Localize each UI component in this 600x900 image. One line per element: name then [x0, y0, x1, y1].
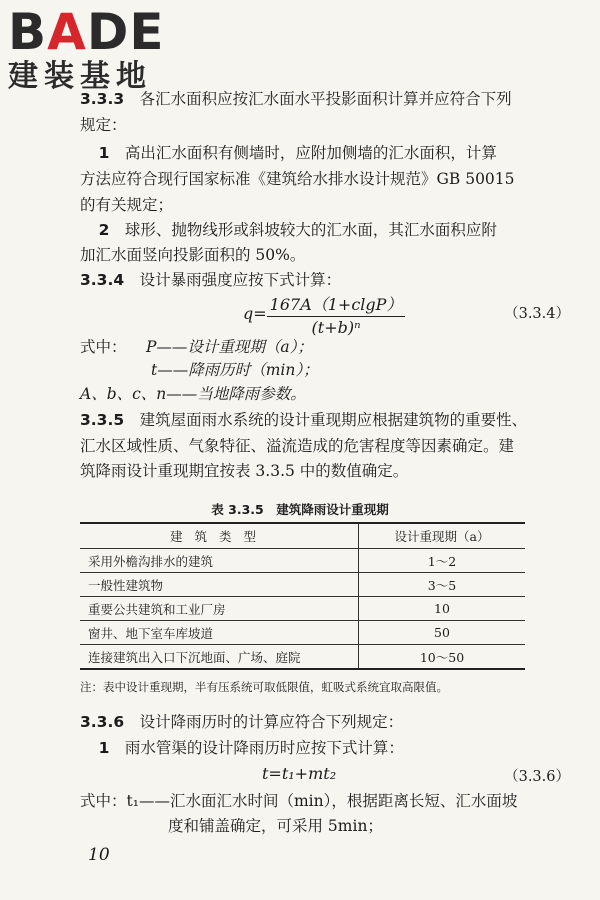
formula-3-3-4: q= $\frac{167A(1+clgP)}{\text{(t+b)ⁿ}}$	[243, 292, 405, 337]
table-cell: 10～50	[359, 645, 526, 670]
table-cell: 窗井、地下室车库坡道	[80, 621, 359, 645]
where-label-1: 式中：	[80, 338, 127, 356]
clause-3-3-4: 3.3.4 设计暴雨强度应按下式计算：	[80, 271, 342, 289]
logo-brand: BADE	[8, 3, 165, 61]
clause-3-3-3-line-1: 3.3.3 各汇水面积应按汇水面水平投影面积计算并应符合下列	[80, 90, 512, 108]
table-cell: 50	[359, 621, 526, 645]
equation-number-3-3-6: （3.3.6）	[504, 769, 570, 785]
clause-3-3-3-line-2: 规定：	[80, 116, 127, 134]
page-number: 10	[88, 845, 110, 865]
table-caption: 表 3.3.5 建筑降雨设计重现期	[211, 502, 389, 517]
equation-number-3-3-4: （3.3.4）	[504, 306, 570, 322]
table-cell: 3～5	[359, 573, 526, 597]
table-row	[80, 645, 525, 670]
table-cell: 重要公共建筑和工业厂房	[80, 597, 359, 621]
table-cell: 一般性建筑物	[80, 573, 359, 597]
table-cell: 连接建筑出入口下沉地面、广场、庭院	[80, 645, 359, 670]
item-1-line-1: 1 高出汇水面积有侧墙时，应附加侧墙的汇水面积，计算	[98, 144, 497, 162]
table-row	[80, 549, 525, 573]
table-row	[80, 621, 525, 645]
formula-3-3-6: t=t₁+mt₂	[262, 764, 337, 783]
definition-t1-line-2: 度和铺盖确定，可采用 5min；	[168, 817, 383, 835]
table-note: 注：表中设计重现期，半有压系统可取低限值，虹吸式系统宜取高限值。	[80, 680, 448, 694]
table-header-row	[80, 523, 525, 549]
table-cell: 采用外檐沟排水的建筑	[80, 549, 359, 573]
table-row	[80, 597, 525, 621]
column-header-building-type: 建筑类型	[80, 523, 359, 549]
table-row	[80, 573, 525, 597]
item-2-line-1: 2 球形、抛物线形或斜坡较大的汇水面，其汇水面积应附	[98, 221, 497, 239]
definition-P: P——设计重现期（a）；	[146, 338, 313, 356]
logo	[8, 3, 165, 94]
item-1-line-2: 方法应符合现行国家标准《建筑给水排水设计规范》GB 50015	[80, 170, 515, 188]
definition-t1-line-1: 式中：t₁——汇水面汇水时间（min），根据距离长短、汇水面坡	[80, 792, 518, 810]
definition-parameters: A、b、c、n——当地降雨参数。	[80, 385, 306, 403]
item-1-line-3: 的有关规定；	[80, 196, 174, 214]
column-header-return-period: 设计重现期（a）	[359, 523, 526, 549]
design-return-period-table	[80, 522, 525, 670]
item-3-3-6-1: 1 雨水管渠的设计降雨历时应按下式计算：	[98, 739, 404, 757]
definition-t: t——降雨历时（min）；	[151, 361, 319, 379]
logo-subtitle: 建装基地	[8, 59, 152, 94]
item-2-line-2: 加汇水面竖向投影面积的 50%。	[80, 246, 306, 264]
clause-3-3-5-line-3: 筑降雨设计重现期宜按表 3.3.5 中的数值确定。	[80, 462, 409, 480]
table-cell: 1～2	[359, 549, 526, 573]
table-cell: 10	[359, 597, 526, 621]
clause-3-3-5-line-2: 汇水区域性质、气象特征、溢流造成的危害程度等因素确定。建	[80, 437, 515, 455]
clause-3-3-5-line-1: 3.3.5 建筑屋面雨水系统的设计重现期应根据建筑物的重要性、	[80, 411, 528, 429]
clause-3-3-6: 3.3.6 设计降雨历时的计算应符合下列规定：	[80, 713, 404, 731]
